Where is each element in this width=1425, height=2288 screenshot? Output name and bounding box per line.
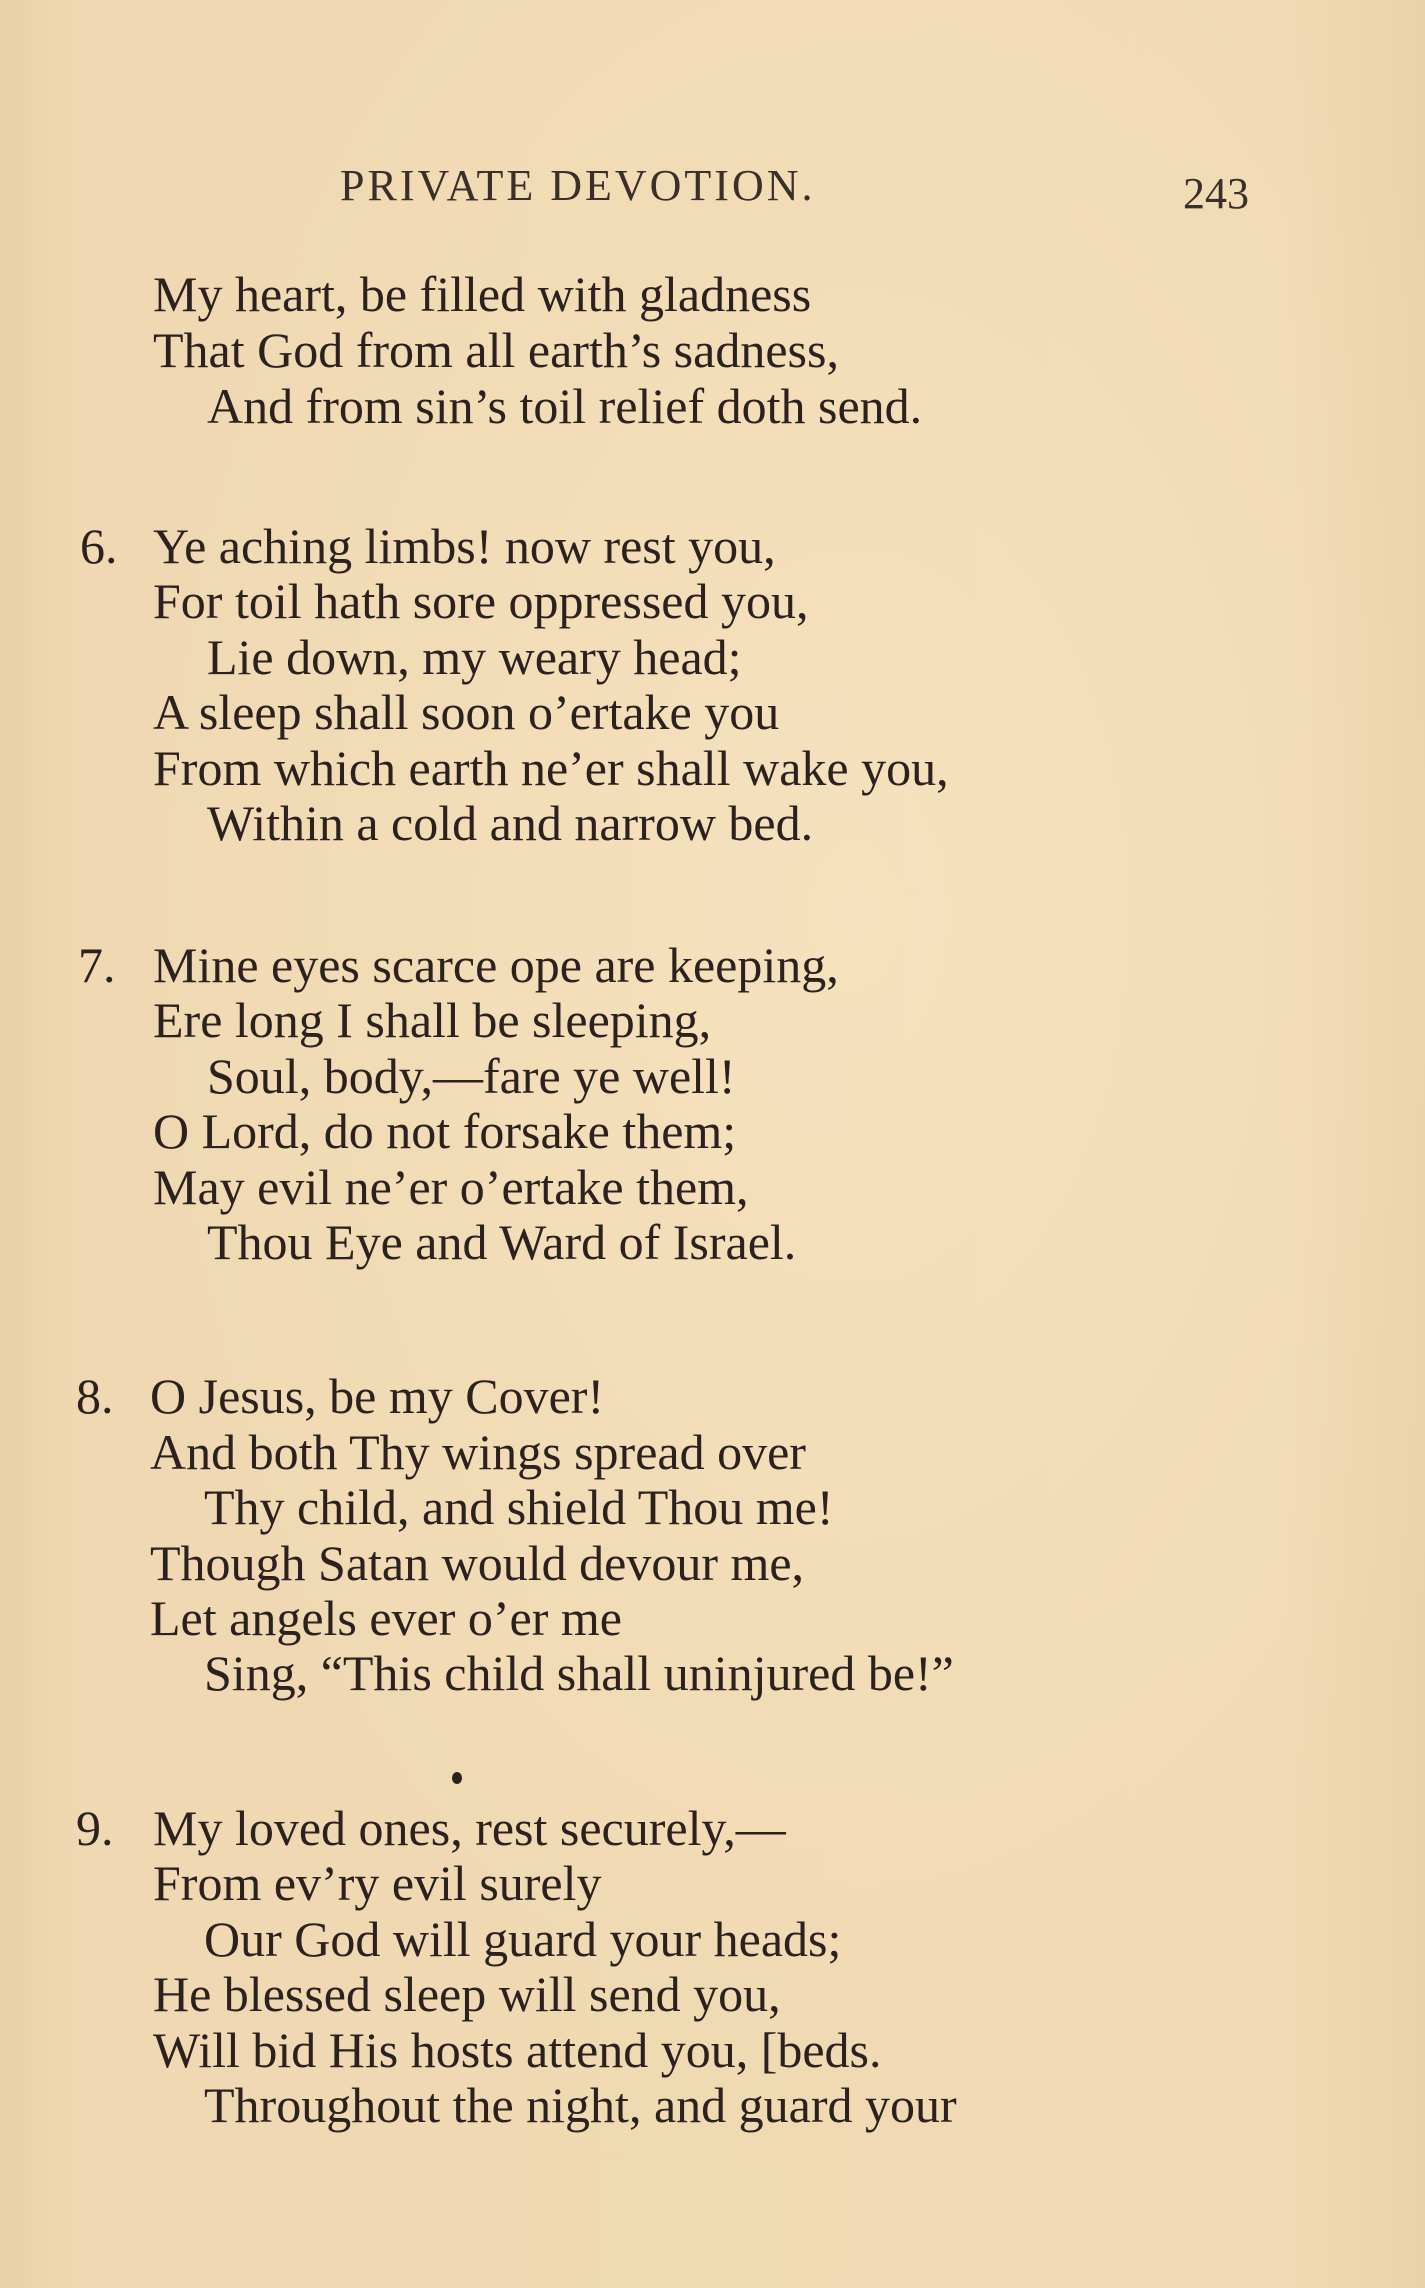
verse-line: My loved ones, rest securely,— [153, 1800, 786, 1856]
verse-line: O Jesus, be my Cover! [150, 1368, 605, 1424]
stanza-number: 9. [76, 1800, 114, 1856]
verse-line: He blessed sleep will send you, [153, 1966, 781, 2022]
page-number: 243 [1183, 169, 1249, 218]
verse-line: Will bid His hosts attend you, [beds. [153, 2022, 882, 2078]
verse-line: Ye aching limbs! now rest you, [153, 518, 776, 574]
verse-line: Soul, body,—fare ye well! [207, 1048, 736, 1104]
stanza-number: 6. [80, 518, 118, 574]
verse-line: Throughout the night, and guard your [204, 2077, 957, 2133]
verse-line: My heart, be filled with gladness [153, 266, 812, 322]
verse-line: Though Satan would devour me, [150, 1535, 805, 1591]
verse-line: And from sin’s toil relief doth send. [207, 378, 923, 434]
verse-line: Lie down, my weary head; [207, 629, 742, 685]
verse-line: Thou Eye and Ward of Israel. [207, 1214, 797, 1270]
stanza-number: 8. [76, 1368, 114, 1424]
verse-line: Our God will guard your heads; [204, 1911, 842, 1967]
verse-line: Within a cold and narrow bed. [207, 795, 814, 851]
verse-line: May evil ne’er o’ertake them, [153, 1159, 749, 1215]
stanza-number: 7. [78, 937, 116, 993]
verse-line: And both Thy wings spread over [150, 1424, 806, 1480]
verse-line: That God from all earth’s sadness, [153, 322, 839, 378]
verse-line: From ev’ry evil surely [153, 1855, 602, 1911]
verse-line: From which earth ne’er shall wake you, [153, 740, 949, 796]
verse-line: Let angels ever o’er me [150, 1590, 622, 1646]
running-title: PRIVATE DEVOTION. [340, 161, 816, 210]
verse-line: For toil hath sore oppressed you, [153, 573, 809, 629]
verse-line: Sing, “This child shall uninjured be!” [204, 1645, 954, 1701]
verse-line: Thy child, and shield Thou me! [204, 1479, 834, 1535]
verse-line: A sleep shall soon o’ertake you [153, 684, 780, 740]
ink-dot [452, 1772, 462, 1784]
verse-line: Ere long I shall be sleeping, [153, 992, 712, 1048]
verse-line: Mine eyes scarce ope are keeping, [153, 937, 839, 993]
verse-line: O Lord, do not forsake them; [153, 1103, 737, 1159]
